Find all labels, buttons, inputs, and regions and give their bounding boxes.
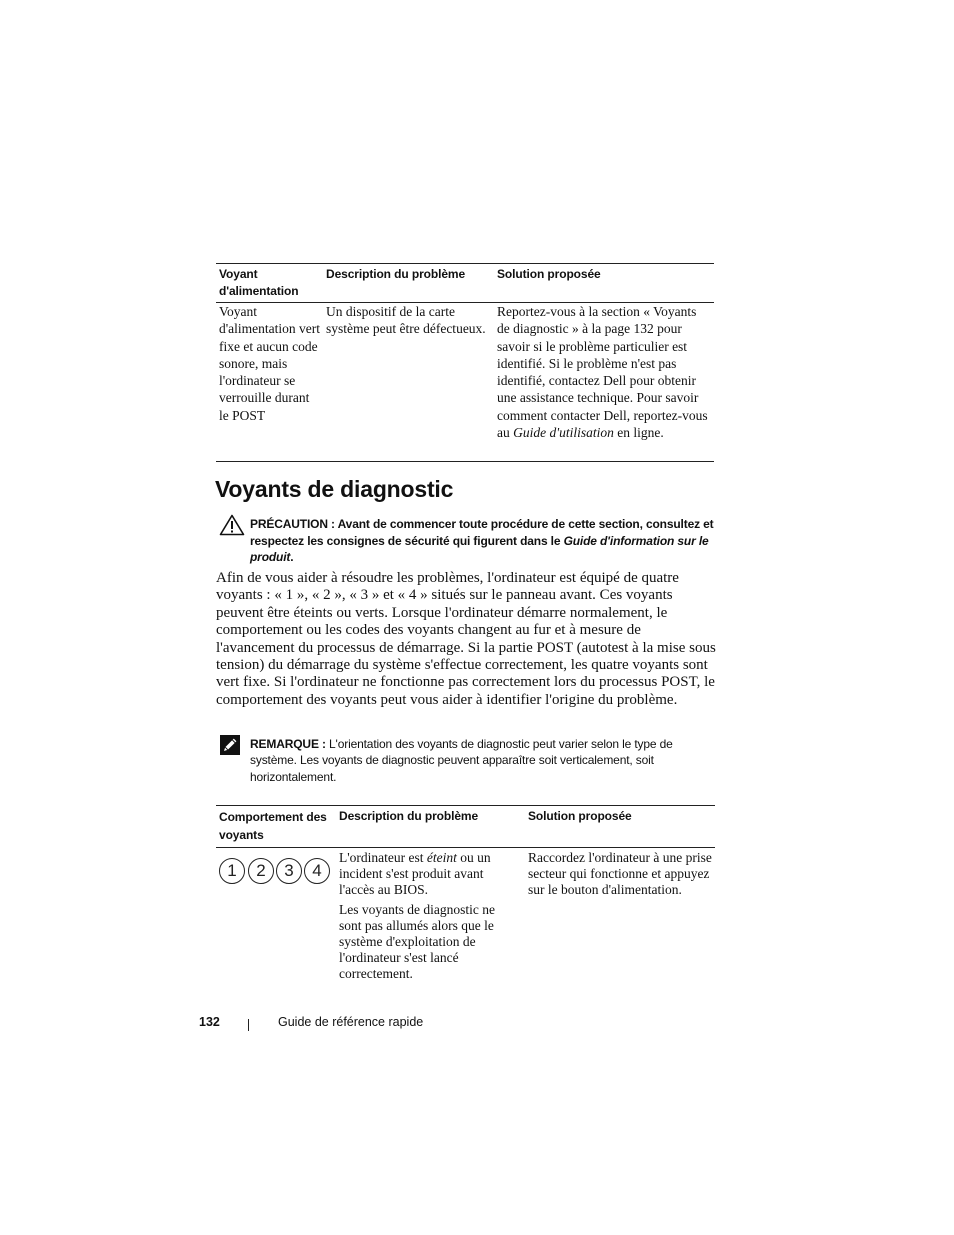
note-label: REMARQUE : <box>250 737 326 751</box>
pencil-note-icon <box>219 734 241 756</box>
cell-solution <box>497 303 711 441</box>
column-header-solution: Solution proposée <box>497 267 601 281</box>
guide-utilisation-ref: Guide d'utilisation <box>513 425 614 441</box>
caution-label: PRÉCAUTION : <box>250 517 335 531</box>
footer-guide-title: Guide de référence rapide <box>278 1015 424 1029</box>
solution-text-end: en ligne. <box>613 425 664 441</box>
desc1-italic: éteint <box>426 850 457 865</box>
column-header-description: Description du problème <box>326 267 466 281</box>
table-top-rule <box>216 263 714 264</box>
led-1-icon: 1 <box>219 858 245 884</box>
footer-separator <box>248 1019 249 1031</box>
led-3-icon: 3 <box>276 858 302 884</box>
table2-header-divider <box>216 847 715 848</box>
page-number: 132 <box>199 1015 220 1029</box>
cell-description-2: Les voyants de diagnostic ne sont pas allumés alors que le système d'exploitation de l'ordinateur s'est lancé correctement. <box>339 902 495 981</box>
column-header-comportement: Comportement des voyants <box>219 810 327 842</box>
note-text <box>250 736 718 785</box>
note-body: L'orientation des voyants de diagnostic peut varier selon le type de système. Les voyants de diagnostic peuvent apparaître soit verticalement, soit horizontalement. <box>250 737 673 784</box>
column-header-description: Description du problème <box>339 809 479 823</box>
table-bottom-rule <box>216 461 714 462</box>
cell-solution: Raccordez l'ordinateur à une prise secteur qui fonctionne et appuyez sur le bouton d'alimentation. <box>528 850 712 897</box>
caution-body: Avant de commencer toute procédure de cette section, consultez et respectez les consignes de sécurité qui figurent dans le <box>250 517 714 548</box>
column-header-voyant: Voyant d'alimentation <box>219 267 299 298</box>
section-title: Voyants de diagnostic <box>215 476 454 502</box>
led-4-icon: 4 <box>304 858 330 884</box>
desc1-text-end: ou un incident s'est produit avant l'accès au BIOS. <box>339 850 491 897</box>
cell-description-1 <box>339 850 511 898</box>
caution-guide-ref: Guide d'information sur le produit <box>250 533 709 564</box>
column-header-solution: Solution proposée <box>528 809 632 823</box>
led-2-icon: 2 <box>248 858 274 884</box>
cell-description: Un dispositif de la carte système peut être défectueux. <box>326 304 486 337</box>
caution-end: . <box>290 550 294 564</box>
cell-voyant: Voyant d'alimentation vert fixe et aucun code sonore, mais l'ordinateur se verrouille durant le POST <box>219 304 321 423</box>
intro-paragraph: Afin de vous aider à résoudre les problèmes, l'ordinateur est équipé de quatre voyants : « 1 », « 2 », « 3 » et « 4 » situés sur le panneau avant. Ces voyants peuvent être éteints ou verts. Lorsque l'ordinateur démarre normalement, le comportement ou les codes des voyants changent au fur et à mesure de l'avancement du processus de démarrage. Si la partie POST (autotest à la mise sous tension) du démarrage du système s'effectue correctement, les quatre voyants sont vert fixe. Si l'ordinateur ne fonctionne pas correctement lors du processus POST, le comportement des voyants peut vous aider à identifier l'origine du problème. <box>216 570 716 708</box>
desc1-text: L'ordinateur est <box>339 850 427 865</box>
diagnostic-led-group <box>219 858 331 886</box>
table2-top-rule <box>216 805 715 806</box>
warning-triangle-icon <box>219 514 245 536</box>
solution-text: Reportez-vous à la section « Voyants de diagnostic » à la page 132 pour savoir si le problème particulier est identifié. Si le problème n'est pas identifié, contactez Dell pour obtenir une assistance technique. Pour savoir comment contacter Dell, reportez-vous au <box>497 304 708 441</box>
caution-text <box>250 516 718 566</box>
